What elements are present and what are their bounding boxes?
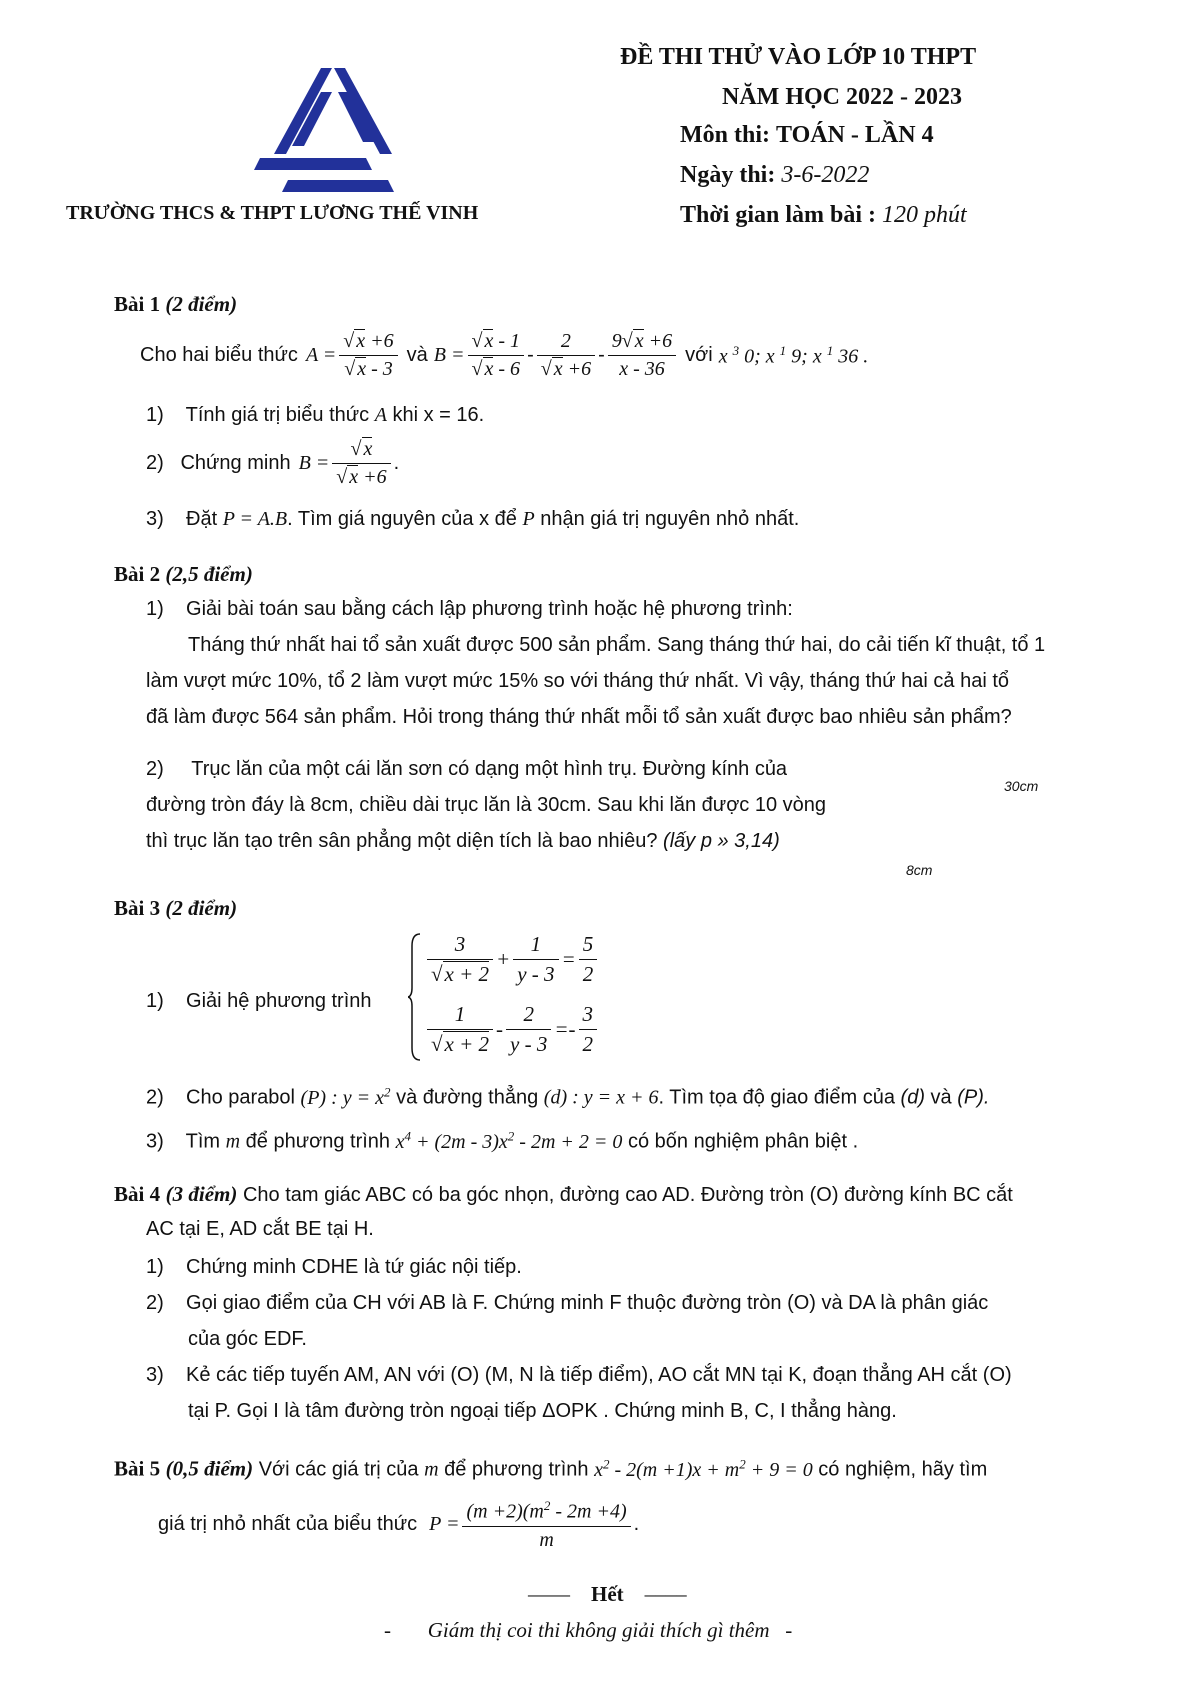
end-marker: –––– Hết –––– — [528, 1582, 687, 1606]
school-year: NĂM HỌC 2022 - 2023 — [722, 84, 962, 110]
bai4-q3-line1: 3) Kẻ các tiếp tuyến AM, AN với (O) (M, N là tiếp điểm), AO cắt MN tại K, đoạn thẳng AH cắt (O) — [146, 1364, 1012, 1386]
subject-row — [680, 122, 934, 149]
bai4-q2-line2: của góc EDF. — [188, 1328, 307, 1350]
bai2-q2-line1: 2) Trục lăn của một cái lăn sơn có dạng một hình trụ. Đường kính của — [146, 758, 788, 780]
bai2-heading: Bài 2 (2,5 điểm) — [114, 562, 253, 586]
bai2-q1: 1) Giải bài toán sau bằng cách lập phương trình hoặc hệ phương trình: — [146, 598, 793, 620]
bai5-line1: Bài 5 (0,5 điểm) Với các giá trị của m để phương trình $x^2 - 2(m +1)x + m^2 + 9 = 0$ có nghiệm, hãy tìm — [114, 1456, 988, 1481]
figure-length-label: 30cm — [1004, 778, 1039, 794]
subject-value: TOÁN - LẦN 4 — [776, 122, 934, 148]
bai1-q3: 3) Đặt P = A.B. Tìm giá nguyên của x để P nhận giá trị nguyên nhỏ nhất. — [146, 508, 800, 530]
school-name: TRƯỜNG THCS & THPT LƯƠNG THẾ VINH — [66, 202, 479, 224]
bai2-q1-line3: đã làm được 564 sản phẩm. Hỏi trong tháng thứ nhất mỗi tổ sản xuất được bao nhiêu sản phẩm? — [146, 706, 1012, 728]
proctor-note: - Giám thị coi thi không giải thích gì thêm - — [384, 1618, 793, 1642]
time-value: 120 phút — [882, 202, 967, 228]
bai3-q3: 3) Tìm m để phương trình $x^4 + (2m - 3)x^2 - 2m + 2 = 0$ có bốn nghiệm phân biệt . — [146, 1128, 859, 1153]
time-label: Thời gian làm bài : — [680, 202, 876, 228]
bai4-q2-line1: 2) Gọi giao điểm của CH với AB là F. Chứng minh F thuộc đường tròn (O) và DA là phân giác — [146, 1292, 989, 1314]
bai3-heading: Bài 3 (2 điểm) — [114, 896, 238, 920]
fraction-A: $\frac{√ x +6}{√ x - 3}$ — [339, 330, 397, 381]
bai4-line1: Bài 4 (3 điểm) Cho tam giác ABC có ba góc nhọn, đường cao AD. Đường tròn (O) đường kính BC cắt — [114, 1182, 1013, 1206]
brace-icon — [408, 932, 422, 1062]
bai1-intro-row: Cho hai biểu thức A = $\frac{√ x +6}{√ x - 3}$ và B = $\frac{√ x - 1}{√ x - 6}$ - $\frac{2}{√ x +6}$ - $\frac{9√ x +6}{x - 36}$ với x $^3$ 0; x $^1$ 9; x $^1$ 36 . — [140, 330, 869, 380]
bai1-q1: 1) Tính giá trị biểu thức A khi x = 16. — [146, 404, 485, 426]
bai4-line2: AC tại E, AD cắt BE tại H. — [146, 1218, 374, 1240]
bai2-q1-line2: làm vượt mức 10%, tổ 2 làm vượt mức 15% so với tháng thứ nhất. Vì vậy, tháng thứ hai cả hai tổ — [146, 670, 1010, 692]
subject-label: Môn thi: — [680, 122, 770, 148]
bai3-q1: 1) Giải hệ phương trình — [146, 990, 372, 1012]
school-logo — [246, 66, 396, 196]
date-label: Ngày thi: — [680, 162, 776, 188]
date-row — [680, 162, 869, 189]
fraction-P: $\frac{(m +2)(m^2 - 2m +4)}{m}$ — [462, 1498, 630, 1552]
bai4-q1: 1) Chứng minh CDHE là tứ giác nội tiếp. — [146, 1256, 522, 1278]
date-value: 3-6-2022 — [781, 162, 870, 188]
bai2-q2-line2: đường tròn đáy là 8cm, chiều dài trục lăn là 30cm. Sau khi lăn được 10 vòng — [146, 794, 827, 816]
figure-diameter-label: 8cm — [906, 862, 933, 878]
bai1-heading: Bài 1 (2 điểm) — [114, 292, 238, 316]
bai5-line2: giá trị nhỏ nhất của biểu thức P = $\frac{(m +2)(m^2 - 2m +4)}{m}$ . — [158, 1498, 640, 1551]
bai4-q3-line2: tại P. Gọi I là tâm đường tròn ngoại tiếp ΔOPK . Chứng minh B, C, I thẳng hàng. — [188, 1400, 897, 1422]
time-row — [680, 202, 967, 229]
exam-title: ĐỀ THI THỬ VÀO LỚP 10 THPT — [620, 44, 977, 70]
bai2-q2-line3: thì trục lăn tạo trên sân phẳng một diện tích là bao nhiêu? (lấy p » 3,14) — [146, 830, 780, 852]
bai2-q1-line1: Tháng thứ nhất hai tổ sản xuất được 500 sản phẩm. Sang tháng thứ hai, do cải tiến kĩ thuật, tổ 1 — [188, 634, 1046, 656]
bai1-q2: 2) Chứng minh B = $\frac{√ x}{√ x +6}$ . — [146, 438, 400, 488]
bai3-q2: 2) Cho parabol (P) : $y = x^2$ và đường thẳng (d) : y = x + 6. Tìm tọa độ giao điểm của (d) và (P). — [146, 1084, 990, 1109]
